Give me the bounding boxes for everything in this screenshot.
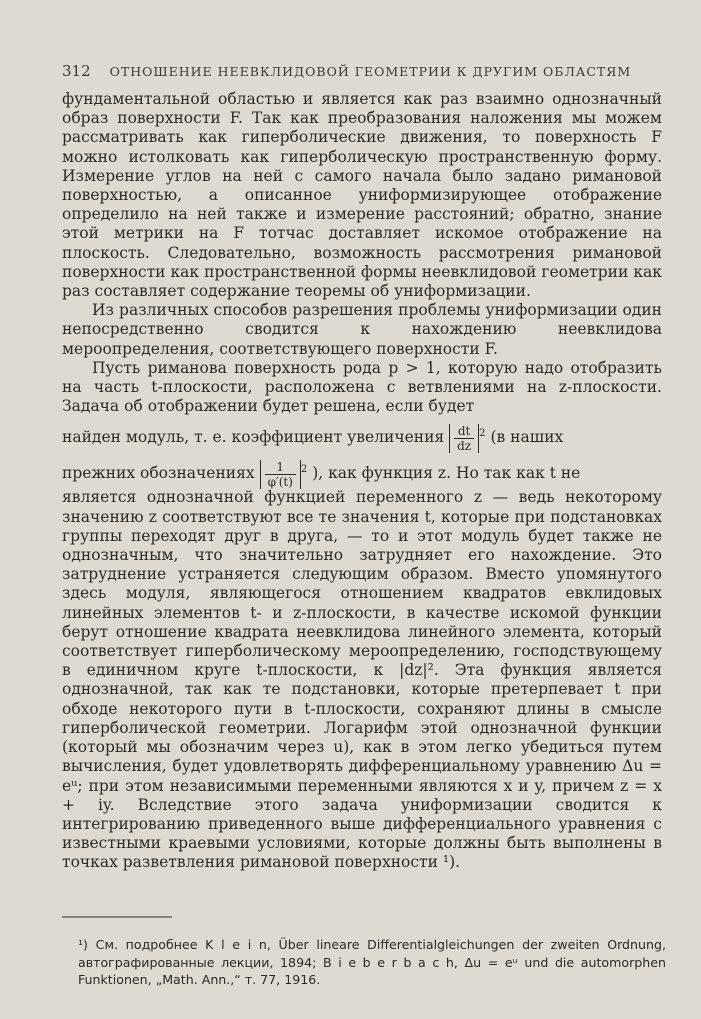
footnote-text: ¹) См. подробнее K l e i n, Über lineare Differentialgleichungen der zweiten Ordnung, автографированные лекции, 1894; B i e b e r b a c h, Δu = eᵘ und die automorphen Funktionen, „Math. Ann.,“ т. 77, 1916.: [78, 937, 666, 987]
main-text: [62, 90, 662, 873]
modulus-fraction-abs: [449, 424, 479, 453]
modulus-fraction: [454, 424, 474, 453]
running-header: [62, 62, 662, 80]
formula-line-a-tail: (в наших: [490, 428, 564, 447]
paragraph-2: Из различных способов разрешения проблемы униформизации один непосредственно сводится к нахождению неевклидова мероопределения, соответствующего поверхности F.: [62, 301, 662, 358]
running-title: ОТНОШЕНИЕ НЕЕВКЛИДОВОЙ ГЕОМЕТРИИ К ДРУГИМ ОБЛАСТЯМ: [109, 64, 632, 79]
footnote-separator: [62, 916, 172, 918]
modulus-denominator: dz: [457, 439, 472, 454]
formula-line-a-text: найден модуль, т. е. коэффициент увеличения: [62, 428, 445, 447]
notation-denominator: φ′(t): [267, 475, 293, 490]
formula-line-modulus: [62, 416, 662, 452]
notation-numerator: 1: [265, 460, 296, 475]
modulus-exponent: 2: [479, 428, 486, 440]
formula-line-b-text: прежних обозначениях: [62, 464, 255, 483]
formula-line-b-tail: ), как функция z. Но так как t не: [312, 464, 581, 483]
modulus-numerator: dt: [454, 424, 474, 439]
notation-exponent: 2: [300, 464, 308, 476]
footnote: [78, 936, 666, 989]
formula-line-notation: [62, 452, 662, 488]
paragraph-1: фундаментальной областью и является как раз взаимно однозначный образ поверхности F. Так как преобразования наложения мы можем рассматривать как гиперболические движения, то поверхность F можно истолковать как гиперболическую пространственную форму. Измерение углов на ней с самого начала было задано римановой поверхностью, а описанное униформизирующее отображение определило на ней также и измерение расстояний; обратно, знание этой метрики на F тотчас доставляет искомое отображение на плоскость. Следовательно, возможность рассмотрения римановой поверхности как пространственной формы неевклидовой геометрии как раз составляет содержание теоремы об униформизации.: [62, 90, 662, 301]
notation-fraction: [265, 460, 296, 489]
notation-fraction-abs: [260, 460, 301, 489]
page-number: 312: [62, 62, 91, 80]
paragraph-4: является однозначной функцией переменного z — ведь некоторому значению z соответствуют все те значения t, которые при подстановках группы переходят друг в друга, — то и этот модуль будет также не однозначным, что значительно затрудняет его нахождение. Это затруднение устраняется следующим образом. Вместо упомянутого здесь модуля, являющегося отношением квадратов евклидовых линейных элементов t- и z-плоскости, в качестве искомой функции берут отношение квадрата неевклидова линейного элемента, который соответствует гиперболическому мероопределению, господствующему в единичном круге t-плоскости, к |dz|². Эта функция является однозначной, так как те подстановки, которые претерпевает t при обходе некоторого пути в t-плоскости, сохраняют длины в смысле гиперболической геометрии. Логарифм этой однозначной функции (который мы обозначим через u), как в этом легко убедиться путем вычисления, будет удовлетворять дифференциальному уравнению Δu = eᵘ; при этом независимыми переменными являются x и y, причем z = x + iy. Вследствие этого задача униформизации сводится к интегрированию приведенного выше дифференциального уравнения с известными краевыми условиями, которые должны быть выполнены в точках разветвления римановой поверхности ¹).: [62, 488, 662, 872]
paragraph-3: Пусть риманова поверхность рода p > 1, которую надо отобразить на часть t-плоскости, расположена с ветвлениями на z-плоскости. Задача об отображении будет решена, если будет: [62, 358, 662, 416]
